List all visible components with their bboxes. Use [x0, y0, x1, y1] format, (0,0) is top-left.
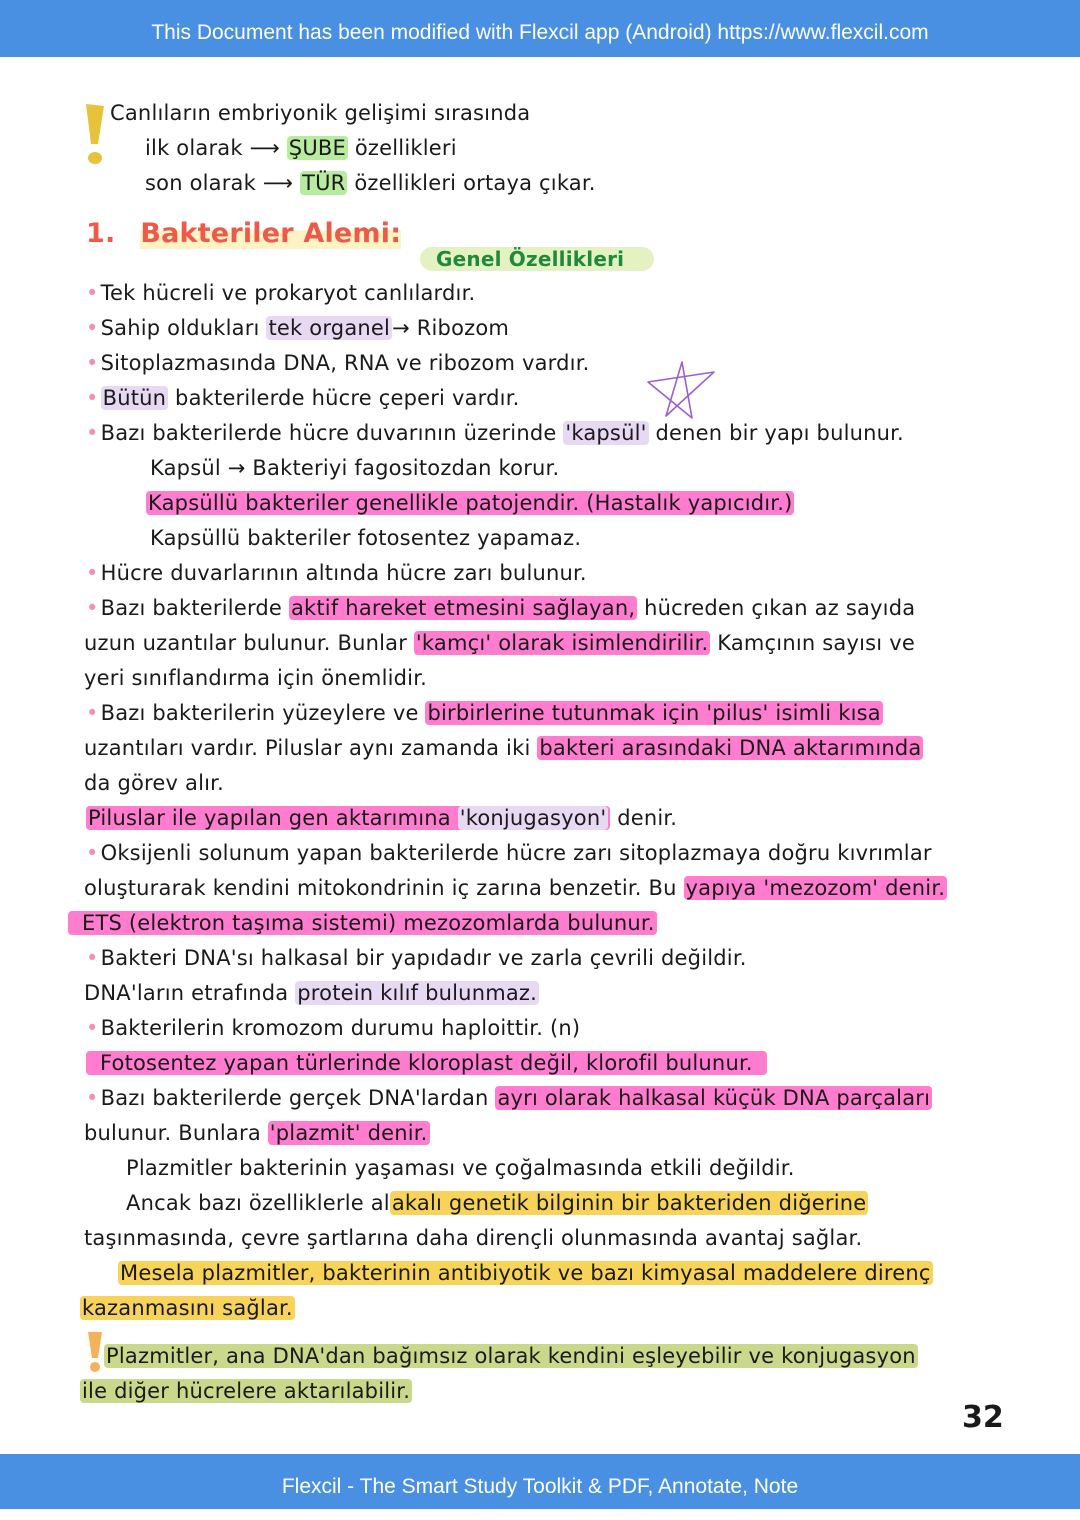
text-line-12: yeri sınıflandırma için önemlidir. — [84, 666, 427, 690]
bullet-line-24: •Bazı bakterilerde gerçek DNA'lardan ayrı olarak halkasal küçük DNA parçaları — [86, 1086, 931, 1110]
text-line-28: taşınmasında, çevre şartlarına daha dirençli olunmasında avantaj sağlar. — [84, 1226, 863, 1250]
bullet-line-1: •Tek hücreli ve prokaryot canlılardır. — [86, 281, 476, 305]
bullet-line-10: •Bazı bakterilerde aktif hareket etmesini sağlayan, hücreden çıkan az sayıda — [86, 596, 916, 620]
bullet-line-17: •Oksijenli solunum yapan bakterilerde hücre zarı sitoplazmaya doğru kıvrımlar — [86, 841, 932, 865]
text-line-14: uzantıları vardır. Piluslar aynı zamanda iki bakteri arasındaki DNA aktarımında — [84, 736, 922, 760]
text-line-15: da görev alır. — [84, 771, 224, 795]
text-line-26: Plazmitler bakterinin yaşaması ve çoğalmasında etkili değildir. — [126, 1156, 795, 1180]
text-line-21: DNA'ların etrafında protein kılıf bulunmaz. — [84, 981, 538, 1005]
top-banner: This Document has been modified with Flexcil app (Android) https://www.flexcil.com — [0, 0, 1080, 57]
page-number: 32 — [962, 1400, 1004, 1435]
note-line-1: Canlıların embriyonik gelişimi sırasında — [110, 101, 531, 125]
text-line-19: ETS (elektron taşıma sistemi) mezozomlarda bulunur. — [68, 908, 657, 938]
star-icon — [644, 360, 718, 422]
section-title: Bakteriler Alemi: — [140, 218, 402, 249]
bullet-line-2: •Sahip oldukları tek organel→ Ribozom — [86, 316, 510, 340]
exclamation-icon-2 — [84, 1330, 106, 1374]
text-line-25: bulunur. Bunlara 'plazmit' denir. — [84, 1121, 428, 1145]
capsule-line-3: Kapsüllü bakteriler fotosentez yapamaz. — [150, 526, 582, 550]
section-subtitle: Genel Özellikleri — [420, 244, 654, 274]
bullet-line-23: Fotosentez yapan türlerinde kloroplast değil, klorofil bulunur. — [86, 1048, 767, 1078]
text-line-29: Mesela plazmitler, bakterinin antibiyotik ve bazı kimyasal maddelere direnç — [120, 1261, 931, 1285]
exclamation-icon — [80, 102, 110, 166]
text-line-27: Ancak bazı özelliklerle alakalı genetik bilginin bir bakteriden diğerine — [126, 1191, 867, 1215]
text-line-32: ile diğer hücrelere aktarılabilir. — [82, 1379, 411, 1403]
section-number: 1. — [86, 218, 116, 249]
text-line-11: uzun uzantılar bulunur. Bunlar 'kamçı' olarak isimlendirilir. Kamçının sayısı ve — [84, 631, 915, 655]
section-heading — [86, 216, 401, 253]
note-line-3: son olarak ⟶ TÜR özellikleri ortaya çıkar. — [145, 171, 596, 195]
capsule-line-1: Kapsül → Bakteriyi fagositozdan korur. — [150, 456, 560, 480]
text-line-30: kazanmasını sağlar. — [82, 1296, 293, 1320]
bullet-line-20: •Bakteri DNA'sı halkasal bir yapıdadır ve zarla çevrili değildir. — [86, 946, 747, 970]
bullet-line-22: •Bakterilerin kromozom durumu haploittir. (n) — [86, 1016, 581, 1040]
bottom-banner: Flexcil - The Smart Study Toolkit & PDF, Annotate, Note — [0, 1454, 1080, 1509]
note-line-2: ilk olarak ⟶ ŞUBE özellikleri — [145, 136, 457, 160]
tur-highlight: TÜR — [302, 171, 346, 195]
sube-highlight: ŞUBE — [288, 136, 346, 160]
bullet-line-13: •Bazı bakterilerin yüzeylere ve birbirlerine tutunmak için 'pilus' isimli kısa — [86, 701, 881, 725]
text-line-18: oluşturarak kendini mitokondrinin iç zarına benzetir. Bu yapıya 'mezozom' denir. — [84, 876, 946, 900]
bullet-line-9: •Hücre duvarlarının altında hücre zarı bulunur. — [86, 561, 587, 585]
bullet-line-5: •Bazı bakterilerde hücre duvarının üzerinde 'kapsül' denen bir yapı bulunur. — [86, 421, 904, 445]
bullet-line-3: •Sitoplazmasında DNA, RNA ve ribozom vardır. — [86, 351, 590, 375]
capsule-line-2: Kapsüllü bakteriler genellikle patojendir. (Hastalık yapıcıdır.) — [148, 491, 793, 515]
bullet-line-16: Piluslar ile yapılan gen aktarımına 'konjugasyon' denir. — [88, 806, 678, 830]
text-line-31: Plazmitler, ana DNA'dan bağımsız olarak kendini eşleyebilir ve konjugasyon — [106, 1344, 916, 1368]
bullet-line-4: • Bütün bakterilerde hücre çeperi vardır. — [86, 386, 520, 410]
